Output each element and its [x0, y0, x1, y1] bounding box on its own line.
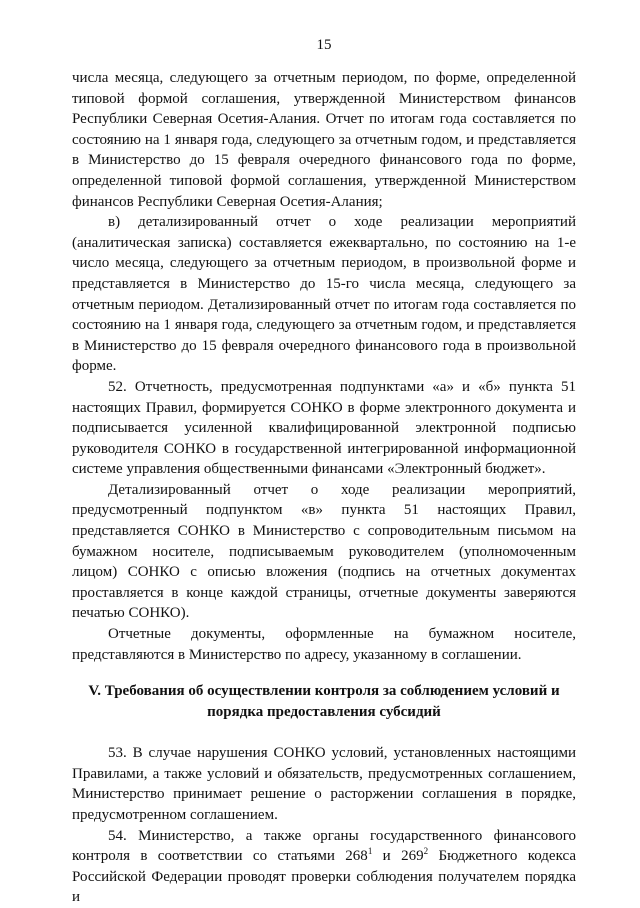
paragraph-item-v: в) детализированный отчет о ходе реализации мероприятий (аналитическая записка) составляется ежеквартально, по состоянию на 1-е число месяца, следующего за отчетным периодом, в произвольной форме и представляется в Министерство до 15-го числа месяца, следующего за отчетным периодом. Детализированный отчет по итогам года составляется по состоянию на 1 января года, следующего за отчетным годом, и представляется в Министерство до 15 февраля очередного финансового года в произвольной форме. — [72, 214, 576, 375]
paragraph-54-text-3: Бюджетного кодекса Российской Федерации проводят проверки соблюдения получателем порядка и — [72, 848, 577, 906]
page-number: 15 — [316, 37, 332, 53]
paragraph-54 — [72, 826, 576, 908]
paragraph-detailed-report: Детализированный отчет о ходе реализации мероприятий, предусмотренный подпунктом «в» пункта 51 настоящих Правил, представляется СОНКО в Министерство с сопроводительным письмом на бумажном носителе, подписываемым руководителем (уполномоченным лицом) СОНКО с описью вложения (подпись на отчетных документах проставляется в конце каждой страницы, отчетные документы заверяются печатью СОНКО). — [72, 481, 576, 622]
paragraph-54-text-1: 54. Министерство, а также органы государственного финансового контроля в соответствии со статьями 268 — [72, 827, 576, 865]
paragraph-report-documents: Отчетные документы, оформленные на бумажном носителе, представляются в Министерство по адресу, указанному в соглашении. — [72, 626, 576, 663]
superscript-2: 2 — [423, 846, 429, 857]
paragraph-continued: числа месяца, следующего за отчетным периодом, по форме, определенной типовой формой соглашения, утвержденной Министерством финансов Республики Северная Осетия-Алания. Отчет по итогам года составляется по состоянию на 1 января года, следующего за отчетным годом, и представляется в Министерство до 15 февраля очередного финансового года по форме, определенной типовой формой соглашения, утвержденной Министерством финансов Республики Северная Осетия-Алания; — [72, 70, 576, 210]
paragraph-54-text-2: и 269 — [372, 848, 424, 865]
superscript-1: 1 — [367, 846, 373, 857]
paragraph-53: 53. В случае нарушения СОНКО условий, установленных настоящими Правилами, а также условий и обязательств, предусмотренных соглашением, Министерство принимает решение о расторжении соглашения в порядке, предусмотренном соглашением. — [72, 745, 576, 823]
section-heading: V. Требования об осуществлении контроля за соблюдением условий и порядка предоставления субсидий — [88, 683, 560, 721]
paragraph-52: 52. Отчетность, предусмотренная подпунктами «а» и «б» пункта 51 настоящих Правил, формируется СОНКО в форме электронного документа и подписывается усиленной квалифицированной электронной подписью руководителя СОНКО в государственной интегрированной информационной системе управления общественными финансами «Электронный бюджет». — [72, 378, 576, 478]
